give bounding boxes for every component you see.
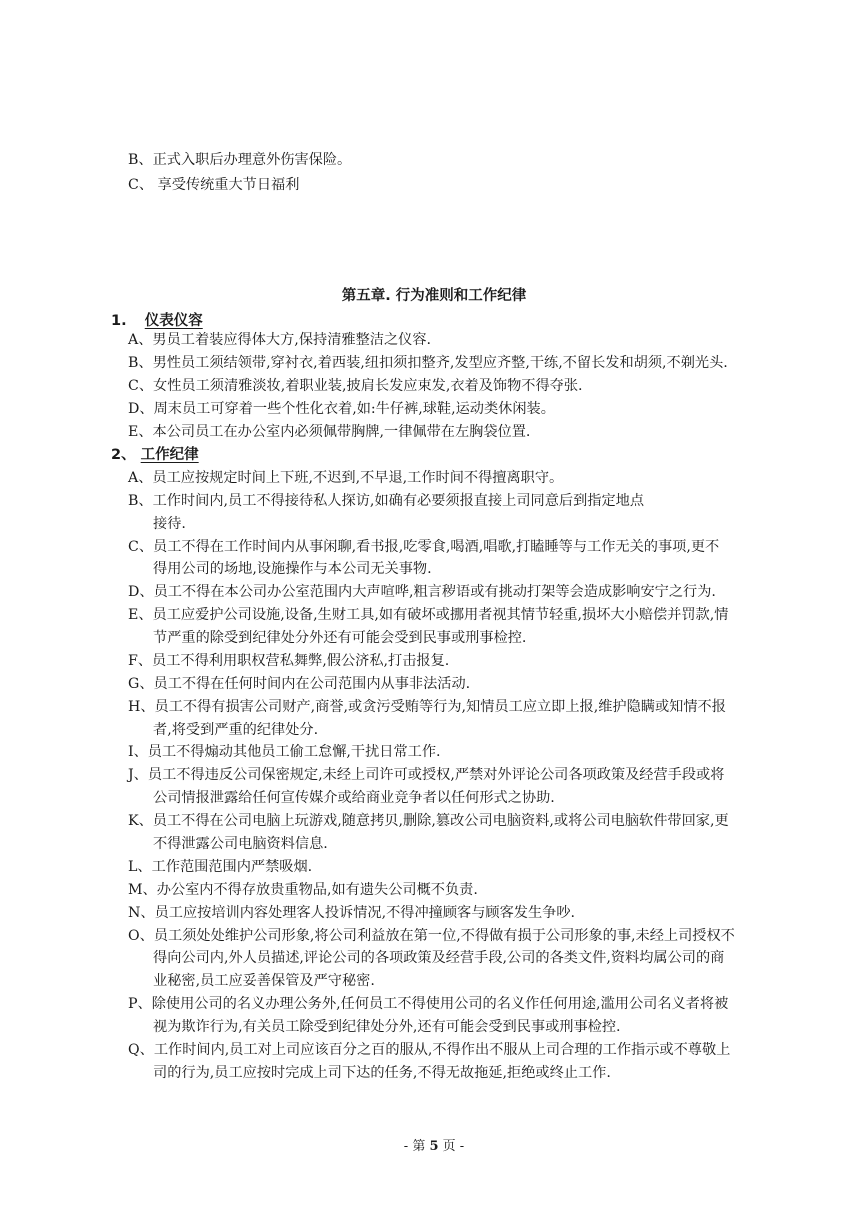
list-item: L、工作范围范围内严禁吸烟. (128, 859, 313, 875)
list-item: E、本公司员工在办公室内必须佩带胸牌,一律佩带在左胸袋位置. (128, 424, 531, 440)
list-item-continuation: 不得泄露公司电脑资料信息. (153, 836, 328, 852)
list-item-continuation: 司的行为,员工应按时完成上司下达的任务,不得无故拖延,拒绝或终止工作. (153, 1065, 611, 1081)
list-item: C、女性员工须清雅淡妆,着职业装,披肩长发应束发,衣着及饰物不得夺张. (128, 378, 583, 394)
list-item: D、员工不得在本公司办公室范围内大声喧哗,粗言秽语或有挑动打架等会造成影响安宁之行为. (128, 584, 716, 600)
footer-prefix: - 第 (403, 1139, 426, 1154)
list-item: D、周末员工可穿着一些个性化衣着,如:牛仔裤,球鞋,运动类休闲装。 (128, 401, 555, 417)
list-item: P、除使用公司的名义办理公务外,任何员工不得使用公司的名义作任何用途,滥用公司名义者将被 (128, 996, 729, 1012)
list-item-continuation: 业秘密,员工应妥善保管及严守秘密. (153, 973, 375, 989)
section-number: 2、 (111, 447, 136, 463)
list-item-continuation: 者,将受到严重的纪律处分. (153, 722, 319, 738)
list-item: H、员工不得有损害公司财产,商誉,或贪污受贿等行为,知情员工应立即上报,维护隐瞒或知情不报 (128, 699, 726, 715)
list-item-continuation: 得用公司的场地,设施操作与本公司无关事物. (153, 561, 432, 577)
section-title: 仪表仪容 (144, 313, 203, 329)
list-item: B、工作时间内,员工不得接待私人探访,如确有必要须报直接上司同意后到指定地点 (128, 493, 645, 509)
list-item: Q、工作时间内,员工对上司应该百分之百的服从,不得作出不服从上司合理的工作指示或不尊敬上 (128, 1042, 731, 1058)
list-item: K、员工不得在公司电脑上玩游戏,随意拷贝,删除,篡改公司电脑资料,或将公司电脑软件带回家,更 (128, 813, 729, 829)
benefit-item-b: B、正式入职后办理意外伤害保险。 (128, 152, 352, 168)
list-item-continuation: 得向公司内,外人员描述,评论公司的各项政策及经营手段,公司的各类文件,资料均属公司的商 (153, 950, 725, 966)
list-item: E、员工应爱护公司设施,设备,生财工具,如有破坏或挪用者视其情节轻重,损坏大小赔偿并罚款,情 (128, 607, 729, 623)
page-footer (0, 1138, 868, 1156)
list-item: F、员工不得利用职权营私舞弊,假公济私,打击报复. (128, 653, 450, 669)
list-item: C、员工不得在工作时间内从事闲聊,看书报,吃零食,喝酒,唱歌,打瞌睡等与工作无关的事项,更不 (128, 539, 720, 555)
list-item: B、男性员工须结领带,穿衬衣,着西装,纽扣须扣整齐,发型应齐整,干练,不留长发和胡须,不剃光头. (128, 355, 728, 371)
list-item: I、员工不得煽动其他员工偷工怠懈,干扰日常工作. (128, 744, 441, 760)
list-item: N、员工应按培训内容处理客人投诉情况,不得冲撞顾客与顾客发生争吵. (128, 905, 576, 921)
list-item-continuation: 视为欺诈行为,有关员工除受到纪律处分外,还有可能会受到民事或刑事检控. (153, 1019, 621, 1035)
benefit-item-c: C、 享受传统重大节日福利 (128, 177, 300, 193)
section-title: 工作纪律 (140, 447, 199, 463)
list-item: A、员工应按规定时间上下班,不迟到,不早退,工作时间不得擅离职守。 (128, 470, 564, 486)
list-item: J、员工不得违反公司保密规定,未经上司许可或授权,严禁对外评论公司各项政策及经营手段或将 (128, 767, 725, 783)
list-item: G、员工不得在任何时间内在公司范围内从事非法活动. (128, 676, 471, 692)
list-item-continuation: 节严重的除受到纪律处分外还有可能会受到民事或刑事检控. (153, 630, 527, 646)
section-heading-discipline (111, 445, 199, 465)
chapter-title: 第五章. 行为准则和工作纪律 (341, 288, 527, 304)
list-item-continuation: 接待. (153, 516, 186, 532)
list-item: O、员工须处处维护公司形象,将公司利益放在第一位,不得做有损于公司形象的事,未经上司授权不 (128, 928, 735, 944)
list-item-continuation: 公司情报泄露给任何宣传媒介或给商业竞争者以任何形式之协助. (153, 790, 555, 806)
section-heading-appearance (111, 311, 203, 331)
footer-suffix: 页 - (442, 1139, 465, 1154)
list-item: M、办公室内不得存放贵重物品,如有遗失公司概不负责. (128, 882, 478, 898)
page-number: 5 (429, 1139, 439, 1154)
section-number: 1. (111, 313, 127, 329)
list-item: A、男员工着装应得体大方,保持清雅整洁之仪容. (128, 332, 432, 348)
